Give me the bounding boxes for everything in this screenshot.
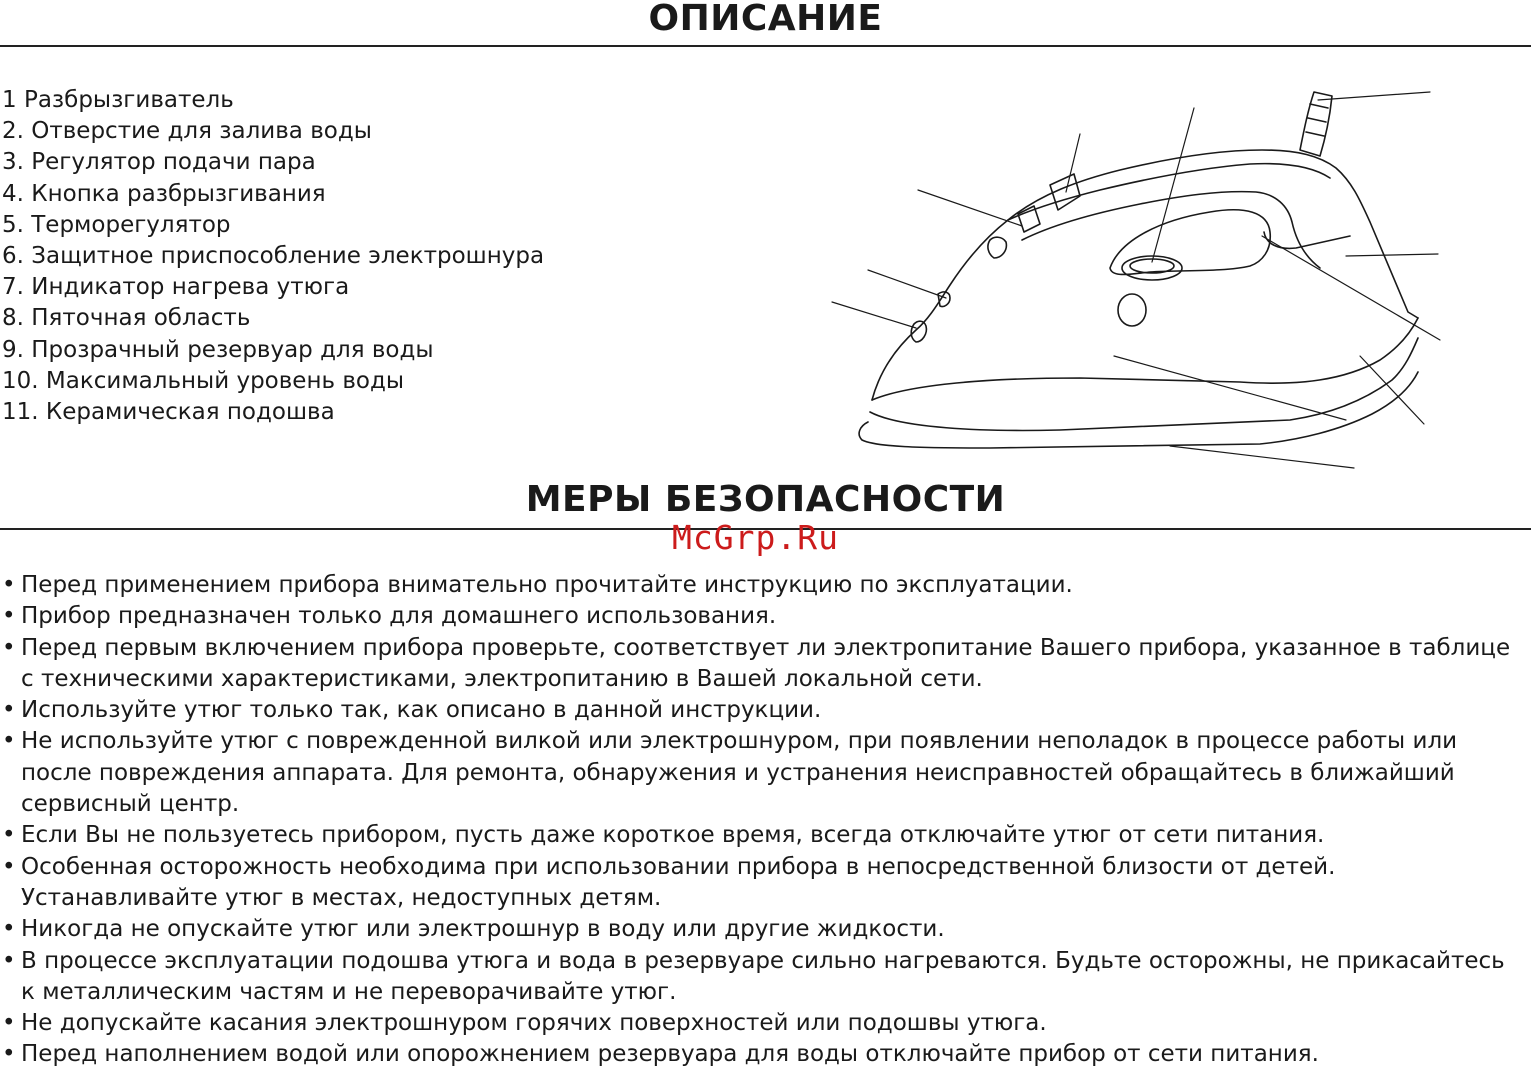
safety-title: МЕРЫ БЕЗОПАСНОСТИ [525,479,1006,520]
part-item: 6. Защитное приспособление электрошнура [2,243,545,270]
bullet: • [2,822,16,849]
safety-rule: • В процессе эксплуатации подошва утюга и вода в резервуаре сильно нагреваются. Будьте осторожны, не прикасайтесь к металлическим частям и не переворачивайте утюг. [2,947,1505,1005]
bullet: • [2,916,16,943]
description-title: ОПИСАНИЕ [648,0,883,39]
safety-rule: • Перед применением прибора внимательно прочитайте инструкцию по эксплуатации. [2,570,1522,601]
safety-rule: • Перед первым включением прибора проверьте, соответствует ли электропитание Вашего прибора, указанное в таблице с техническими характеристиками, электропитанию в Вашей локальной сети. [2,634,1511,692]
soleplate-top-edge [872,318,1418,400]
bullet: • [2,728,16,755]
part-item: 8. Пяточная область [2,305,251,332]
bullet: • [2,853,16,880]
temperature-knob [1118,294,1146,326]
body-outline [872,150,1418,400]
bullet: • [2,1010,16,1037]
bullet: • [2,947,16,974]
heel [1264,232,1350,248]
safety-rule: • Используйте утюг только так, как описано в данной инструкции. [2,695,1522,726]
safety-rule: • Если Вы не пользуетесь прибором, пусть даже короткое время, всегда отключайте утюг от сети питания. [2,820,1522,851]
part-item: 2. Отверстие для залива воды [2,118,372,145]
part-item: 4. Кнопка разбрызгивания [2,180,326,207]
safety-rule: • Никогда не опускайте утюг или электрошнур в воду или другие жидкости. [2,914,1522,945]
part-item: 7. Индикатор нагрева утюга [2,274,350,301]
part-item: 5. Терморегулятор [2,211,231,238]
safety-rule: • Не используйте утюг с поврежденной вилкой или электрошнуром, при появлении неполадок в процессе работы или после повреждения аппарата. Для ремонта, обнаружения и устранения неисправностей обращайтесь в ближайший сервисный центр. [2,728,1458,818]
description-divider [0,45,1531,47]
part-item: 9. Прозрачный резервуар для воды [2,336,434,363]
bullet: • [2,603,16,630]
bullet: • [2,697,16,724]
handle-window [1110,210,1270,275]
iron-diagram [820,80,1460,480]
handle-inner [1022,192,1320,268]
safety-rules-list [2,570,1522,1071]
part-item: 3. Регулятор подачи пара [2,149,316,176]
bullet: • [2,572,16,598]
part-item: 1 Разбрызгиватель [2,87,234,113]
part-item: 11. Керамическая подошва [2,399,335,426]
safety-rule: • Перед наполнением водой или опорожнением резервуара для воды отключайте прибор от сети питания. [2,1039,1522,1070]
cord-guard [1300,92,1332,156]
watermark: McGrp.Ru [672,518,839,557]
parts-list [2,85,544,428]
bullet: • [2,634,16,661]
leader-lines [832,92,1440,468]
part-item: 10. Максимальный уровень воды [2,367,405,394]
safety-rule: • Прибор предназначен только для домашнего использования. [2,601,1522,632]
safety-rule: • Особенная осторожность необходима при использовании прибора в непосредственной близости от детей. Устанавливайте утюг в местах, недоступных детям. [2,853,1336,911]
bullet: • [2,1041,16,1068]
safety-rule: • Не допускайте касания электрошнуром горячих поверхностей или подошвы утюга. [2,1008,1522,1039]
